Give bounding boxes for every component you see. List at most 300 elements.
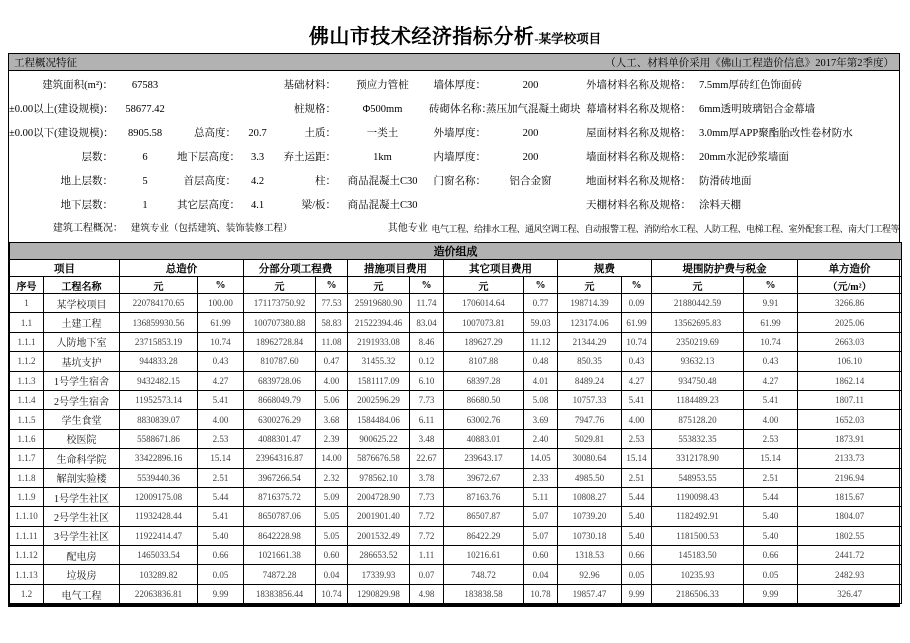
col-unit-percent: % bbox=[744, 277, 798, 294]
overview-label: ±0.00以下(建设规模)： bbox=[9, 128, 114, 139]
col-unit-percent: % bbox=[524, 277, 558, 294]
value-cell: 9432482.15 bbox=[120, 371, 198, 390]
value-cell: 183838.58 bbox=[444, 584, 524, 603]
table-band-title: 造价组成 bbox=[10, 243, 902, 260]
value-cell: 0.04 bbox=[524, 565, 558, 584]
row-serial-cell: 1.1.7 bbox=[10, 449, 44, 468]
overview-label: 桩规格： bbox=[294, 104, 336, 115]
overview-label: 首层高度： bbox=[183, 176, 236, 187]
value-cell: 14.05 bbox=[524, 449, 558, 468]
value-cell: 11.08 bbox=[316, 332, 348, 351]
overview-label: 总高度： bbox=[194, 128, 236, 139]
row-serial-cell: 1.1.6 bbox=[10, 429, 44, 448]
table-row bbox=[10, 546, 902, 565]
table-row bbox=[10, 584, 902, 603]
col-group-levee-fee-and-tax: 堤围防护费与税金 bbox=[652, 260, 798, 277]
col-unit-yuan: 元 bbox=[444, 277, 524, 294]
col-group-divisional-works-fee: 分部分项工程费 bbox=[244, 260, 348, 277]
overview-value bbox=[236, 98, 279, 122]
overview-value: 58677.42 bbox=[125, 104, 165, 115]
value-cell: 2.51 bbox=[198, 468, 244, 487]
value-cell: 2.40 bbox=[524, 429, 558, 448]
overview-row bbox=[9, 74, 899, 98]
value-cell: 0.07 bbox=[410, 565, 444, 584]
value-cell: 18962728.84 bbox=[244, 332, 316, 351]
value-cell: 1581117.09 bbox=[348, 371, 410, 390]
value-cell: 4985.50 bbox=[558, 468, 622, 487]
value-cell: 0.05 bbox=[744, 565, 798, 584]
value-cell: 5.40 bbox=[744, 526, 798, 545]
row-serial-cell: 1.1.10 bbox=[10, 507, 44, 526]
value-cell: 10.74 bbox=[316, 584, 348, 603]
value-cell: 0.48 bbox=[524, 352, 558, 371]
value-cell: 10730.18 bbox=[558, 526, 622, 545]
value-cell: 944833.28 bbox=[120, 352, 198, 371]
project-name-cell: 校医院 bbox=[44, 429, 120, 448]
value-cell: 11.74 bbox=[410, 294, 444, 313]
value-cell: 3.68 bbox=[316, 410, 348, 429]
value-cell: 5.41 bbox=[622, 390, 652, 409]
overview-label: 外墙厚度： bbox=[433, 128, 486, 139]
table-band-row bbox=[10, 243, 902, 260]
project-name-cell: 1号学生社区 bbox=[44, 487, 120, 506]
row-serial-cell: 1.2 bbox=[10, 584, 44, 603]
value-cell: 5.40 bbox=[198, 526, 244, 545]
value-cell: 2004728.90 bbox=[348, 487, 410, 506]
value-cell: 40883.01 bbox=[444, 429, 524, 448]
value-cell: 10235.93 bbox=[652, 565, 744, 584]
value-cell: 10.74 bbox=[744, 332, 798, 351]
value-cell: 198714.39 bbox=[558, 294, 622, 313]
value-cell: 4.00 bbox=[198, 410, 244, 429]
value-cell: 2.51 bbox=[744, 468, 798, 487]
value-cell: 15.14 bbox=[198, 449, 244, 468]
overview-value: 铝合金窗 bbox=[509, 176, 552, 187]
overview-value bbox=[236, 74, 279, 98]
overview-value: 蒸压加气混凝土砌块 bbox=[486, 104, 581, 115]
value-cell: 6.10 bbox=[410, 371, 444, 390]
col-unit-yuan: 元 bbox=[244, 277, 316, 294]
value-cell: 77.53 bbox=[316, 294, 348, 313]
value-cell: 21344.29 bbox=[558, 332, 622, 351]
value-cell: 106.10 bbox=[798, 352, 902, 371]
overview-value: 200 bbox=[522, 128, 539, 139]
overview-label bbox=[177, 74, 236, 98]
overview-label: 基础材料： bbox=[283, 80, 336, 91]
value-cell: 1465033.54 bbox=[120, 546, 198, 565]
value-cell: 15.14 bbox=[622, 449, 652, 468]
overview-label: 柱： bbox=[315, 176, 336, 187]
value-cell: 0.47 bbox=[316, 352, 348, 371]
project-name-cell: 2号学生宿舍 bbox=[44, 390, 120, 409]
table-row bbox=[10, 526, 902, 545]
project-name-cell: 电气工程 bbox=[44, 584, 120, 603]
col-unit-percent: % bbox=[622, 277, 652, 294]
table-unit-header-row bbox=[10, 277, 902, 294]
value-cell: 189627.29 bbox=[444, 332, 524, 351]
col-unit-yuan: 元 bbox=[120, 277, 198, 294]
value-cell: 30080.64 bbox=[558, 449, 622, 468]
value-cell: 2.53 bbox=[744, 429, 798, 448]
value-cell: 5588671.86 bbox=[120, 429, 198, 448]
value-cell: 850.35 bbox=[558, 352, 622, 371]
overview-grid bbox=[9, 74, 899, 218]
value-cell: 5.09 bbox=[316, 487, 348, 506]
value-cell: 6.11 bbox=[410, 410, 444, 429]
value-cell: 103289.82 bbox=[120, 565, 198, 584]
project-name-cell: 人防地下室 bbox=[44, 332, 120, 351]
value-cell: 6839728.06 bbox=[244, 371, 316, 390]
value-cell: 123174.06 bbox=[558, 313, 622, 332]
overview-value: 7.5mm厚砖红色饰面砖 bbox=[699, 80, 802, 91]
value-cell: 1007073.81 bbox=[444, 313, 524, 332]
value-cell: 1706014.64 bbox=[444, 294, 524, 313]
value-cell: 2663.03 bbox=[798, 332, 902, 351]
value-cell: 31455.32 bbox=[348, 352, 410, 371]
value-cell: 1021661.38 bbox=[244, 546, 316, 565]
overview-label: 屋面材料名称及规格： bbox=[586, 128, 691, 139]
value-cell: 9.99 bbox=[198, 584, 244, 603]
value-cell: 74872.28 bbox=[244, 565, 316, 584]
value-cell: 8830839.07 bbox=[120, 410, 198, 429]
value-cell: 3266.86 bbox=[798, 294, 902, 313]
col-serial-no: 序号 bbox=[10, 277, 44, 294]
value-cell: 10739.20 bbox=[558, 507, 622, 526]
value-cell: 0.60 bbox=[316, 546, 348, 565]
table-row bbox=[10, 449, 902, 468]
overview-label: 梁/板： bbox=[301, 200, 336, 211]
value-cell: 1182492.91 bbox=[652, 507, 744, 526]
overview-value: 预应力管桩 bbox=[356, 80, 409, 91]
value-cell: 4.00 bbox=[622, 410, 652, 429]
overview-label bbox=[429, 194, 486, 218]
row-serial-cell: 1.1.13 bbox=[10, 565, 44, 584]
value-cell: 11932428.44 bbox=[120, 507, 198, 526]
overview-value: 200 bbox=[522, 80, 539, 91]
value-cell: 8.46 bbox=[410, 332, 444, 351]
row-serial-cell: 1.1.12 bbox=[10, 546, 44, 565]
value-cell: 86507.87 bbox=[444, 507, 524, 526]
project-name-cell: 学生食堂 bbox=[44, 410, 120, 429]
value-cell: 59.03 bbox=[524, 313, 558, 332]
value-cell: 5539440.36 bbox=[120, 468, 198, 487]
col-group-unit-cost: 单方造价 bbox=[798, 260, 902, 277]
overview-row bbox=[9, 146, 899, 170]
overview-label: 地下层高度： bbox=[177, 152, 240, 163]
value-cell: 0.05 bbox=[198, 565, 244, 584]
overview-label: 外墙材料名称及规格： bbox=[586, 80, 691, 91]
table-row bbox=[10, 313, 902, 332]
value-cell: 10216.61 bbox=[444, 546, 524, 565]
col-project-name: 工程名称 bbox=[44, 277, 120, 294]
overview-label: 建筑面积(m²)： bbox=[42, 80, 113, 91]
value-cell: 239643.17 bbox=[444, 449, 524, 468]
project-name-cell: 垃圾房 bbox=[44, 565, 120, 584]
value-cell: 0.43 bbox=[744, 352, 798, 371]
value-cell: 548953.55 bbox=[652, 468, 744, 487]
value-cell: 4.27 bbox=[622, 371, 652, 390]
overview-label: 砖砌体名称： bbox=[429, 104, 492, 115]
value-cell: 0.43 bbox=[198, 352, 244, 371]
value-cell: 23964316.87 bbox=[244, 449, 316, 468]
overview-value: 1 bbox=[142, 200, 148, 211]
row-serial-cell: 1.1.11 bbox=[10, 526, 44, 545]
value-cell: 2002596.29 bbox=[348, 390, 410, 409]
project-name-cell: 2号学生社区 bbox=[44, 507, 120, 526]
value-cell: 2196.94 bbox=[798, 468, 902, 487]
value-cell: 17339.93 bbox=[348, 565, 410, 584]
row-serial-cell: 1.1 bbox=[10, 313, 44, 332]
overview-value: 1km bbox=[373, 152, 392, 163]
overview-label: 墙面材料名称及规格： bbox=[586, 152, 691, 163]
overview-value: 4.1 bbox=[250, 200, 265, 211]
value-cell: 3967266.54 bbox=[244, 468, 316, 487]
overview-label: 建筑工程概况： bbox=[52, 223, 123, 234]
value-cell: 4.27 bbox=[198, 371, 244, 390]
value-cell: 5.08 bbox=[524, 390, 558, 409]
value-cell: 18383856.44 bbox=[244, 584, 316, 603]
project-name-cell: 某学校项目 bbox=[44, 294, 120, 313]
row-serial-cell: 1.1.3 bbox=[10, 371, 44, 390]
overview-value: 涂料天棚 bbox=[699, 200, 741, 211]
report-title: 佛山市技术经济指标分析 bbox=[308, 26, 535, 48]
value-cell: 3.69 bbox=[524, 410, 558, 429]
value-cell: 748.72 bbox=[444, 565, 524, 584]
value-cell: 5876676.58 bbox=[348, 449, 410, 468]
col-group-statutory-fees: 规费 bbox=[558, 260, 652, 277]
value-cell: 1.11 bbox=[410, 546, 444, 565]
overview-label: 内墙厚度： bbox=[433, 152, 486, 163]
table-row bbox=[10, 468, 902, 487]
project-overview-section bbox=[9, 71, 899, 242]
value-cell: 8107.88 bbox=[444, 352, 524, 371]
value-cell: 136859930.56 bbox=[120, 313, 198, 332]
value-cell: 11952573.14 bbox=[120, 390, 198, 409]
value-cell: 5.05 bbox=[316, 526, 348, 545]
row-serial-cell: 1.1.1 bbox=[10, 332, 44, 351]
overview-value: 建筑专业（包括建筑、装饰装修工程） bbox=[130, 224, 293, 234]
value-cell: 11.12 bbox=[524, 332, 558, 351]
value-cell: 10.78 bbox=[524, 584, 558, 603]
value-cell: 58.83 bbox=[316, 313, 348, 332]
value-cell: 2.32 bbox=[316, 468, 348, 487]
overview-label: 地上层数： bbox=[60, 176, 113, 187]
table-row bbox=[10, 332, 902, 351]
row-serial-cell: 1.1.9 bbox=[10, 487, 44, 506]
overview-row bbox=[9, 122, 899, 146]
value-cell: 2186506.33 bbox=[652, 584, 744, 603]
overview-value: 20.7 bbox=[248, 128, 267, 139]
value-cell: 0.09 bbox=[622, 294, 652, 313]
value-cell: 5.07 bbox=[524, 526, 558, 545]
col-unit-yuan: 元 bbox=[348, 277, 410, 294]
project-name-cell: 解剖实验楼 bbox=[44, 468, 120, 487]
value-cell: 2191933.08 bbox=[348, 332, 410, 351]
value-cell: 100707380.88 bbox=[244, 313, 316, 332]
value-cell: 68397.28 bbox=[444, 371, 524, 390]
value-cell: 5.41 bbox=[198, 390, 244, 409]
value-cell: 2482.93 bbox=[798, 565, 902, 584]
value-cell: 3.48 bbox=[410, 429, 444, 448]
value-cell: 87163.76 bbox=[444, 487, 524, 506]
row-serial-cell: 1.1.5 bbox=[10, 410, 44, 429]
value-cell: 21880442.59 bbox=[652, 294, 744, 313]
value-cell: 1190098.43 bbox=[652, 487, 744, 506]
value-cell: 5.44 bbox=[622, 487, 652, 506]
value-cell: 145183.50 bbox=[652, 546, 744, 565]
overview-value: 防滑砖地面 bbox=[699, 176, 752, 187]
overview-row bbox=[9, 194, 899, 218]
overview-label: 天棚材料名称及规格： bbox=[586, 200, 691, 211]
value-cell: 978562.10 bbox=[348, 468, 410, 487]
value-cell: 2025.06 bbox=[798, 313, 902, 332]
value-cell: 61.99 bbox=[198, 313, 244, 332]
page-title bbox=[0, 0, 910, 53]
value-cell: 8650787.06 bbox=[244, 507, 316, 526]
value-cell: 86680.50 bbox=[444, 390, 524, 409]
col-unit-yuan-per-sqm: （元/m²） bbox=[798, 277, 902, 294]
value-cell: 11922414.47 bbox=[120, 526, 198, 545]
value-cell: 1184489.23 bbox=[652, 390, 744, 409]
table-row bbox=[10, 390, 902, 409]
col-unit-yuan: 元 bbox=[652, 277, 744, 294]
value-cell: 33422896.16 bbox=[120, 449, 198, 468]
price-source-note: （人工、材料单价采用《佛山工程造价信息》2017年第2季度） bbox=[605, 57, 894, 69]
value-cell: 0.77 bbox=[524, 294, 558, 313]
cost-composition-table bbox=[9, 242, 902, 604]
overview-row bbox=[9, 98, 899, 122]
value-cell: 22063836.81 bbox=[120, 584, 198, 603]
overview-value: 电气工程、给排水工程、通风空调工程、自动报警工程、消防给水工程、人防工程、电梯工程、室外配套工程、南大门工程等 bbox=[431, 224, 899, 234]
value-cell: 0.66 bbox=[198, 546, 244, 565]
table-row bbox=[10, 371, 902, 390]
overview-label: 弃土运距： bbox=[283, 152, 336, 163]
value-cell: 10757.33 bbox=[558, 390, 622, 409]
value-cell: 0.12 bbox=[410, 352, 444, 371]
report-title-suffix: -某学校项目 bbox=[534, 32, 602, 46]
col-group-total-cost: 总造价 bbox=[120, 260, 244, 277]
value-cell: 900625.22 bbox=[348, 429, 410, 448]
table-row bbox=[10, 565, 902, 584]
value-cell: 286653.52 bbox=[348, 546, 410, 565]
overview-value bbox=[486, 194, 575, 218]
col-unit-percent: % bbox=[410, 277, 444, 294]
value-cell: 220784170.65 bbox=[120, 294, 198, 313]
value-cell: 4088301.47 bbox=[244, 429, 316, 448]
value-cell: 2001901.40 bbox=[348, 507, 410, 526]
table-row bbox=[10, 352, 902, 371]
value-cell: 7.72 bbox=[410, 526, 444, 545]
value-cell: 934750.48 bbox=[652, 371, 744, 390]
value-cell: 61.99 bbox=[744, 313, 798, 332]
value-cell: 5.11 bbox=[524, 487, 558, 506]
value-cell: 1862.14 bbox=[798, 371, 902, 390]
overview-label: ±0.00以上(建设规模)： bbox=[9, 104, 114, 115]
overview-value: 200 bbox=[522, 152, 539, 163]
overview-value: 6mm透明玻璃铝合金幕墙 bbox=[699, 104, 816, 115]
value-cell: 83.04 bbox=[410, 313, 444, 332]
project-name-cell: 土建工程 bbox=[44, 313, 120, 332]
value-cell: 4.00 bbox=[744, 410, 798, 429]
value-cell: 93632.13 bbox=[652, 352, 744, 371]
value-cell: 1181500.53 bbox=[652, 526, 744, 545]
overview-value: 67583 bbox=[131, 80, 159, 91]
project-name-cell: 基坑支护 bbox=[44, 352, 120, 371]
value-cell: 5.44 bbox=[198, 487, 244, 506]
value-cell: 4.27 bbox=[744, 371, 798, 390]
value-cell: 10.74 bbox=[622, 332, 652, 351]
value-cell: 1652.03 bbox=[798, 410, 902, 429]
value-cell: 61.99 bbox=[622, 313, 652, 332]
value-cell: 1584484.06 bbox=[348, 410, 410, 429]
value-cell: 1815.67 bbox=[798, 487, 902, 506]
overview-label: 其它层高度： bbox=[177, 200, 240, 211]
value-cell: 5.41 bbox=[198, 507, 244, 526]
value-cell: 9.99 bbox=[744, 584, 798, 603]
overview-value: 商品混凝土C30 bbox=[347, 200, 418, 211]
overview-value: 4.2 bbox=[250, 176, 265, 187]
overview-row bbox=[9, 170, 899, 194]
value-cell: 1290829.98 bbox=[348, 584, 410, 603]
value-cell: 6300276.29 bbox=[244, 410, 316, 429]
value-cell: 2441.72 bbox=[798, 546, 902, 565]
value-cell: 63002.76 bbox=[444, 410, 524, 429]
value-cell: 2133.73 bbox=[798, 449, 902, 468]
overview-value: Φ500mm bbox=[362, 104, 403, 115]
value-cell: 2.53 bbox=[622, 429, 652, 448]
value-cell: 23715853.19 bbox=[120, 332, 198, 351]
col-group-project: 项目 bbox=[10, 260, 120, 277]
value-cell: 8489.24 bbox=[558, 371, 622, 390]
value-cell: 2.33 bbox=[524, 468, 558, 487]
overview-header-bar bbox=[9, 54, 899, 71]
overview-value: 20mm水泥砂浆墙面 bbox=[699, 152, 789, 163]
value-cell: 7.72 bbox=[410, 507, 444, 526]
value-cell: 2.39 bbox=[316, 429, 348, 448]
value-cell: 8668049.79 bbox=[244, 390, 316, 409]
overview-label: 墙体厚度： bbox=[433, 80, 486, 91]
value-cell: 1807.11 bbox=[798, 390, 902, 409]
overview-value: 3.3 bbox=[250, 152, 265, 163]
value-cell: 875128.20 bbox=[652, 410, 744, 429]
value-cell: 2001532.49 bbox=[348, 526, 410, 545]
value-cell: 86422.29 bbox=[444, 526, 524, 545]
value-cell: 0.66 bbox=[744, 546, 798, 565]
value-cell: 9.91 bbox=[744, 294, 798, 313]
row-serial-cell: 1 bbox=[10, 294, 44, 313]
value-cell: 10808.27 bbox=[558, 487, 622, 506]
value-cell: 8642228.98 bbox=[244, 526, 316, 545]
table-row bbox=[10, 429, 902, 448]
table-row bbox=[10, 487, 902, 506]
report-sheet bbox=[8, 53, 900, 607]
value-cell: 5.06 bbox=[316, 390, 348, 409]
col-group-measure-items-fee: 措施项目费用 bbox=[348, 260, 444, 277]
value-cell: 1802.55 bbox=[798, 526, 902, 545]
overview-value: 商品混凝土C30 bbox=[347, 176, 418, 187]
value-cell: 1873.91 bbox=[798, 429, 902, 448]
value-cell: 22.67 bbox=[410, 449, 444, 468]
value-cell: 2350219.69 bbox=[652, 332, 744, 351]
project-name-cell: 生命科学院 bbox=[44, 449, 120, 468]
value-cell: 5.41 bbox=[744, 390, 798, 409]
value-cell: 553832.35 bbox=[652, 429, 744, 448]
value-cell: 5.44 bbox=[744, 487, 798, 506]
value-cell: 7.73 bbox=[410, 487, 444, 506]
project-name-cell: 1号学生宿舍 bbox=[44, 371, 120, 390]
value-cell: 8716375.72 bbox=[244, 487, 316, 506]
overview-label: 门窗名称： bbox=[433, 176, 486, 187]
